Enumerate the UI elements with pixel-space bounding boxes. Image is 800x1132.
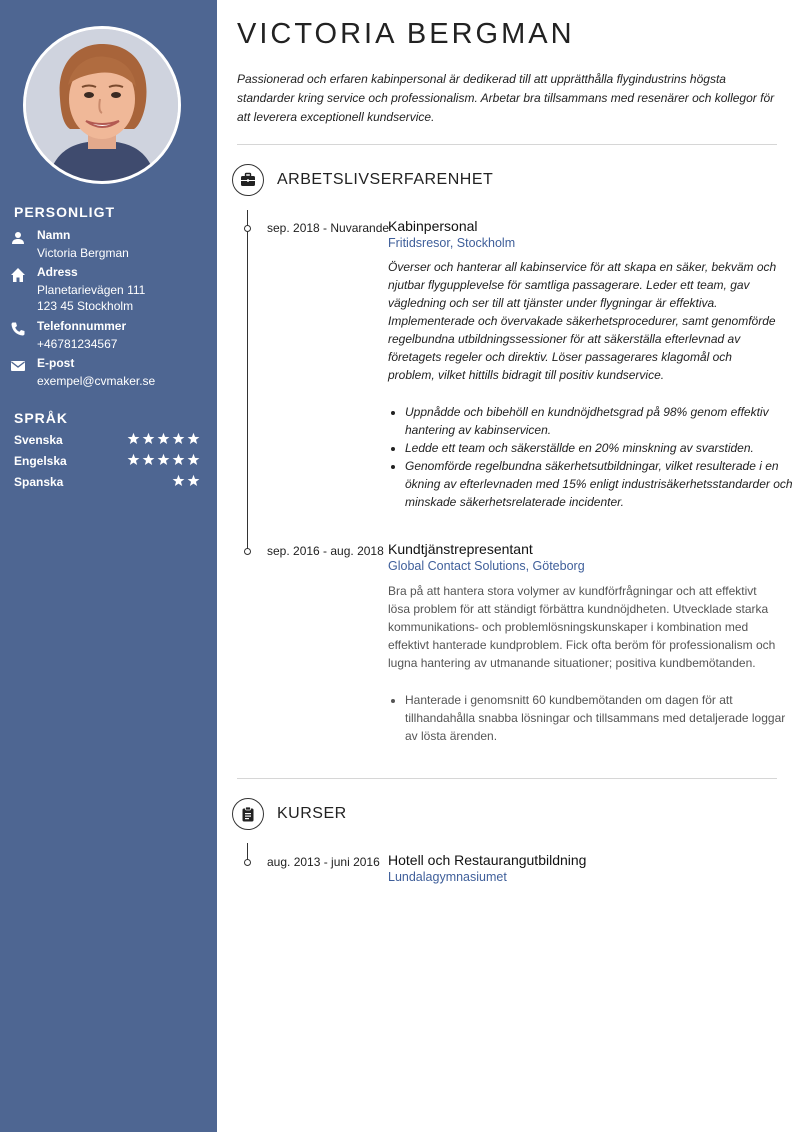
star-icon <box>128 454 140 465</box>
language-stars <box>127 432 202 448</box>
divider <box>237 778 777 779</box>
star-rating <box>127 453 202 467</box>
section-icon-experience <box>232 164 264 196</box>
star-icon <box>188 454 200 465</box>
star-icon <box>173 475 185 486</box>
profile-photo <box>23 26 181 184</box>
list-item: • Hanterade i genomsnitt 60 kundbemötanden om dagen för att tillhandahålla snabba lösningar och tillsammans med detaljerade loggar av lösta ärenden. <box>405 691 795 745</box>
languages-heading: SPRÅK <box>14 410 69 426</box>
timeline-dot <box>244 548 251 555</box>
star-icon <box>173 433 185 444</box>
info-email-label: E-post <box>37 356 75 370</box>
star-icon <box>173 454 185 465</box>
language-row <box>14 474 202 492</box>
sidebar <box>0 0 217 1132</box>
star-icon <box>143 454 155 465</box>
language-name: Svenska <box>14 433 63 447</box>
star-rating <box>172 474 202 488</box>
info-name-value: Victoria Bergman <box>37 246 129 260</box>
language-stars <box>172 474 202 490</box>
star-icon <box>188 433 200 444</box>
star-icon <box>158 454 170 465</box>
course-date: aug. 2013 - juni 2016 <box>267 855 380 869</box>
course-title: Hotell och Restaurangutbildning <box>388 852 587 868</box>
timeline-dot <box>244 859 251 866</box>
job-company: Global Contact Solutions, Göteborg <box>388 559 585 573</box>
job-achievements <box>388 403 795 511</box>
job-date: sep. 2018 - Nuvarande <box>267 221 390 235</box>
list-item: • Genomförde regelbundna säkerhetsutbildningar, vilket resulterade i en ökning av efterlevnaden med 15% enligt industrisäkerhetsstandarder och minskade säkerhetsrelaterade incidenter. <box>405 457 795 511</box>
language-row <box>14 453 202 471</box>
clipboard-icon <box>240 806 256 822</box>
language-stars <box>127 453 202 469</box>
job-title: Kundtjänstrepresentant <box>388 541 533 557</box>
star-rating <box>127 432 202 446</box>
job-achievements <box>388 691 795 745</box>
mail-icon <box>10 358 26 374</box>
info-address-label: Adress <box>37 265 78 279</box>
divider <box>237 144 777 145</box>
star-icon <box>143 433 155 444</box>
section-title-courses: KURSER <box>277 805 347 822</box>
list-item: • Uppnådde och bibehöll en kundnöjdhetsgrad på 98% genom effektiv hantering av kabinservicen. <box>405 403 795 439</box>
briefcase-icon <box>240 172 256 188</box>
profile-summary: Passionerad och erfaren kabinpersonal är dedikerad till att upprätthålla flygindustrins högsta standarder kring service och professionalism. Arbetar bra tillsammans med resenärer och kollegor för att leverera exceptionell kundservice. <box>237 72 775 124</box>
section-title-experience: ARBETSLIVSERFARENHET <box>277 171 494 188</box>
language-name: Spanska <box>14 475 64 489</box>
home-icon <box>10 267 26 283</box>
page-title: VICTORIA BERGMAN <box>237 18 575 50</box>
job-title: Kabinpersonal <box>388 218 478 234</box>
info-email-value: exempel@cvmaker.se <box>37 374 156 388</box>
info-phone-label: Telefonnummer <box>37 319 127 333</box>
star-icon <box>128 433 140 444</box>
info-address-value: Planetarievägen 111 123 45 Stockholm <box>37 283 146 313</box>
language-name: Engelska <box>14 454 67 468</box>
phone-icon <box>10 321 26 337</box>
timeline-dot <box>244 225 251 232</box>
person-icon <box>10 230 26 246</box>
star-icon <box>158 433 170 444</box>
section-icon-courses <box>232 798 264 830</box>
job-date: sep. 2016 - aug. 2018 <box>267 544 384 558</box>
timeline-line <box>247 210 248 550</box>
info-phone-value: +46781234567 <box>37 337 118 351</box>
main-content <box>217 0 800 1132</box>
job-description: Överser och hanterar all kabinservice för att skapa en säker, bekväm och njutbar flygupplevelse för samtliga passagerare. Leder ett team, gav vägledning och ser till att tjänster under flygningar är effektiva. Implementerade och övervakade säkerhetsprocedurer, samt genomförde regelbundna utbildningssessioner för att säkerställa efterlevnad av företagets regeler och direktiv. Löser passagerares klagomål och problem, vilket hittills bidragit till positiv kundservice. <box>388 260 777 382</box>
job-description: Bra på att hantera stora volymer av kundförfrågningar och att effektivt lösa problem för att ständigt förbättra kundnöjdheten. Utvecklade starka kommunikations- och problemlösningskunskaper i kombination med effektivt hanterade kundproblem. Fick ofta beröm för professionalism och lugna hantering av utmanande situationer; positiva kundbemötanden. <box>388 584 776 670</box>
list-item: • Ledde ett team och säkerställde en 20% minskning av svarstiden. <box>405 439 795 457</box>
language-row <box>14 432 202 450</box>
star-icon <box>188 475 200 486</box>
course-school: Lundalagymnasiumet <box>388 870 507 884</box>
personal-heading: PERSONLIGT <box>14 204 116 220</box>
info-name-label: Namn <box>37 228 71 242</box>
job-company: Fritidsresor, Stockholm <box>388 236 516 250</box>
